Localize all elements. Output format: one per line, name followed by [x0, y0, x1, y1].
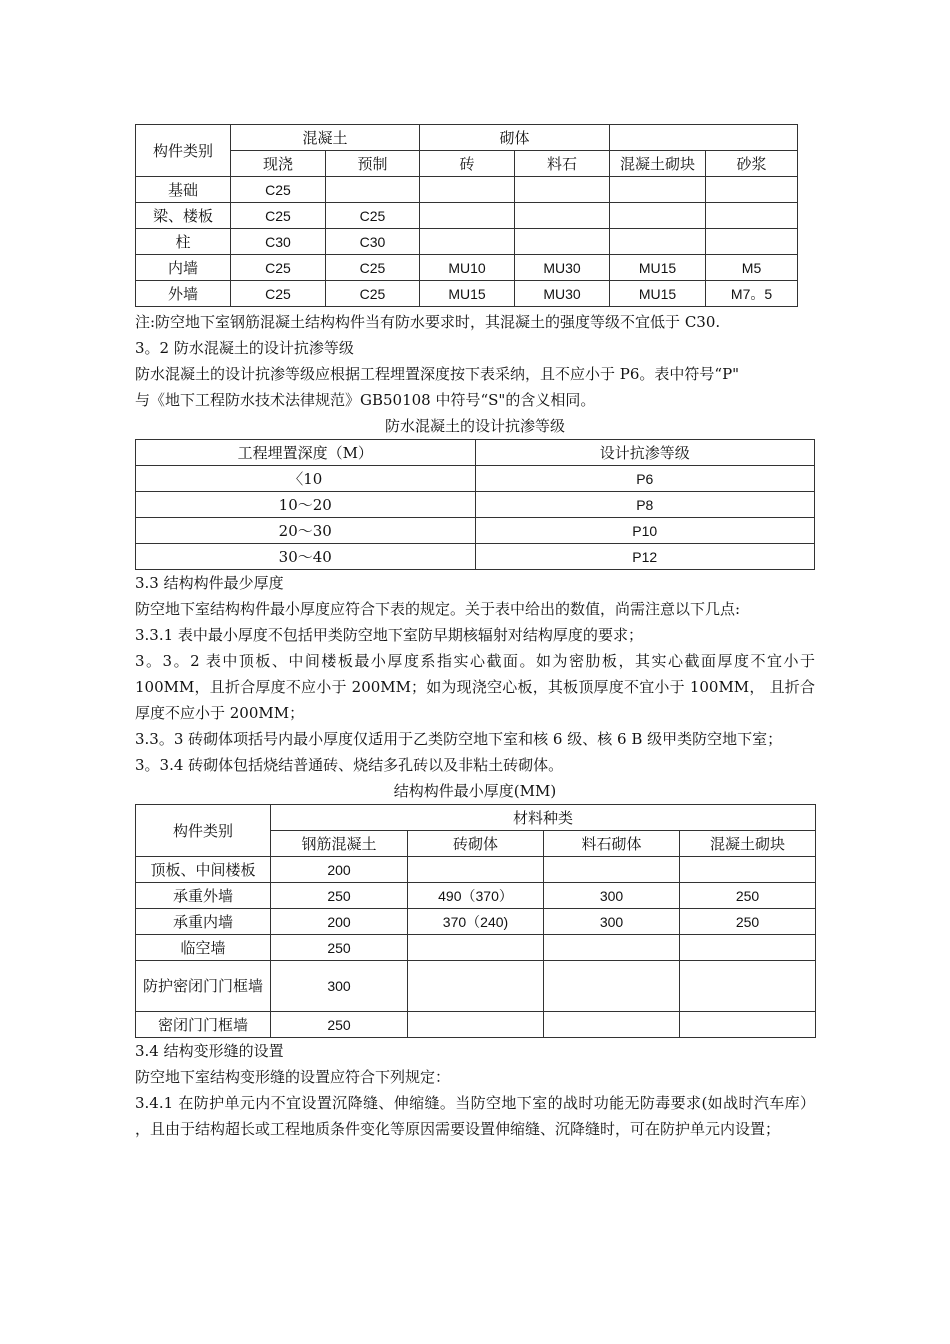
- table-row: [136, 961, 816, 1012]
- table-cell: 梁、楼板: [136, 203, 231, 229]
- table-subheader-row: [136, 151, 798, 177]
- table-cell: 300: [544, 909, 680, 935]
- table-cell: C25: [326, 203, 420, 229]
- table-cell: 200: [271, 909, 408, 935]
- table-cell: MU15: [420, 281, 515, 307]
- table-row: [136, 466, 815, 492]
- paragraph: 防空地下室结构变形缝的设置应符合下列规定：: [135, 1068, 451, 1086]
- table-cell: [420, 229, 515, 255]
- table-cell: 250: [271, 1012, 408, 1038]
- table-cell: 250: [271, 883, 408, 909]
- table-cell: [680, 961, 816, 1012]
- paragraph: 与《地下工程防水技术法律规范》GB50108 中符号“S"的含义相同。: [135, 391, 596, 409]
- table-cell: M7。5: [706, 281, 798, 307]
- header-cell: 砂浆: [706, 151, 798, 177]
- table-cell: [408, 935, 544, 961]
- table-cell: 490（370）: [408, 883, 544, 909]
- table-row: [136, 1012, 816, 1038]
- table-cell: 临空墙: [136, 935, 271, 961]
- table-cell: [610, 229, 706, 255]
- table-cell: [680, 1012, 816, 1038]
- header-cell: 构件类别: [136, 805, 271, 857]
- table-row: [136, 909, 816, 935]
- section-heading: 3。2 防水混凝土的设计抗渗等级: [135, 339, 354, 357]
- header-cell: 设计抗渗等级: [475, 440, 815, 466]
- table-cell: [544, 935, 680, 961]
- table-cell: MU10: [420, 255, 515, 281]
- table-row: [136, 883, 816, 909]
- table-cell: [680, 935, 816, 961]
- header-cell: 钢筋混凝土: [271, 831, 408, 857]
- table-cell: 20～30: [136, 518, 476, 544]
- header-cell: [610, 125, 798, 151]
- table-cell: [706, 177, 798, 203]
- table-cell: P8: [475, 492, 815, 518]
- header-cell: 现浇: [231, 151, 326, 177]
- table-row: [136, 255, 798, 281]
- table-cell: 柱: [136, 229, 231, 255]
- table-cell: [408, 857, 544, 883]
- table-cell: [515, 229, 610, 255]
- table-cell: C25: [326, 255, 420, 281]
- paragraph: 3。3.4 砖砌体包括烧结普通砖、烧结多孔砖以及非粘土砖砌体。: [135, 756, 564, 774]
- table-cell: MU30: [515, 281, 610, 307]
- section-heading: 3.3 结构构件最少厚度: [135, 574, 284, 592]
- table-cell: 250: [271, 935, 408, 961]
- table-cell: C30: [326, 229, 420, 255]
- table-cell: MU15: [610, 281, 706, 307]
- header-cell: 砖砌体: [408, 831, 544, 857]
- table-row: [136, 544, 815, 570]
- table-cell: P6: [475, 466, 815, 492]
- min-thickness-table: [135, 804, 816, 1038]
- header-cell: 料石: [515, 151, 610, 177]
- table-caption: 结构构件最小厚度(MM): [393, 782, 557, 800]
- table-row: [136, 518, 815, 544]
- table-cell: 250: [680, 909, 816, 935]
- table-cell: 30～40: [136, 544, 476, 570]
- table-cell: MU15: [610, 255, 706, 281]
- table-cell: [420, 177, 515, 203]
- table-row: [136, 935, 816, 961]
- table-cell: MU30: [515, 255, 610, 281]
- table-cell: [544, 857, 680, 883]
- section-heading: 3.4 结构变形缝的设置: [135, 1042, 284, 1060]
- header-cell: 预制: [326, 151, 420, 177]
- table-cell: [610, 203, 706, 229]
- note-text: 注:防空地下室钢筋混凝土结构构件当有防水要求时，其混凝土的强度等级不宜低于 C30.: [135, 313, 721, 331]
- table-cell: [680, 857, 816, 883]
- table-cell: 顶板、中间楼板: [136, 857, 271, 883]
- table-cell: 370（240): [408, 909, 544, 935]
- table-cell: 200: [271, 857, 408, 883]
- table-cell: [515, 203, 610, 229]
- table-row: [136, 281, 798, 307]
- table-cell: C25: [231, 281, 326, 307]
- table-cell: 300: [544, 883, 680, 909]
- header-cell: 混凝土砌块: [680, 831, 816, 857]
- table-cell: 250: [680, 883, 816, 909]
- impermeability-table: [135, 439, 815, 570]
- table-cell: 内墙: [136, 255, 231, 281]
- table-cell: C25: [231, 255, 326, 281]
- table-cell: 密闭门门框墙: [136, 1012, 271, 1038]
- table-cell: [544, 1012, 680, 1038]
- header-cell: 砖: [420, 151, 515, 177]
- table-cell: 承重内墙: [136, 909, 271, 935]
- table-header-row: [136, 125, 798, 151]
- header-cell: 料石砌体: [544, 831, 680, 857]
- table-cell: [408, 961, 544, 1012]
- header-cell: 砌体: [420, 125, 610, 151]
- table-row: [136, 857, 816, 883]
- table-cell: M5: [706, 255, 798, 281]
- table-cell: [706, 203, 798, 229]
- table-row: [136, 177, 798, 203]
- table-cell: P10: [475, 518, 815, 544]
- header-cell: 混凝土砌块: [610, 151, 706, 177]
- paragraph: 3.4.1 在防护单元内不宜设置沉降缝、伸缩缝。当防空地下室的战时功能无防毒要求(如战时汽车库） ，且由于结构超长或工程地质条件变化等原因需要设置伸缩缝、沉降缝时，可在防护单元内设置；: [135, 1094, 815, 1138]
- table-cell: C25: [231, 203, 326, 229]
- table-cell: 10～20: [136, 492, 476, 518]
- paragraph: 防空地下室结构构件最小厚度应符合下表的规定。关于表中给出的数值，尚需注意以下几点:: [135, 600, 741, 618]
- table-header-row: [136, 440, 815, 466]
- table-cell: C30: [231, 229, 326, 255]
- table-cell: [408, 1012, 544, 1038]
- table-cell: P12: [475, 544, 815, 570]
- table-row: [136, 203, 798, 229]
- paragraph: 防水混凝土的设计抗渗等级应根据工程埋置深度按下表采纳，且不应小于 P6。表中符号“P": [135, 365, 740, 383]
- table-cell: 〈10: [136, 466, 476, 492]
- paragraph: 3.3.1 表中最小厚度不包括甲类防空地下室防早期核辐射对结构厚度的要求；: [135, 626, 643, 644]
- concrete-grade-table: [135, 124, 798, 307]
- header-cell: 材料种类: [271, 805, 816, 831]
- table-cell: C25: [231, 177, 326, 203]
- table-cell: 防护密闭门门框墙: [136, 961, 271, 1012]
- table-cell: 基础: [136, 177, 231, 203]
- table-cell: [515, 177, 610, 203]
- table-cell: [420, 203, 515, 229]
- table-cell: 外墙: [136, 281, 231, 307]
- table-cell: [326, 177, 420, 203]
- table-cell: [544, 961, 680, 1012]
- document-page: [135, 124, 815, 1142]
- header-cell: 工程埋置深度（M）: [136, 440, 476, 466]
- header-cell: 构件类别: [136, 125, 231, 177]
- paragraph: 3。3。2 表中顶板、中间楼板最小厚度系指实心截面。如为密肋板，其实心截面厚度不宜小于 100MM，且折合厚度不应小于 200MM；如为现浇空心板，其板顶厚度不宜小于 100MM， 且折合厚度不应小于 200MM；: [135, 652, 815, 722]
- table-header-row: [136, 805, 816, 831]
- table-cell: C25: [326, 281, 420, 307]
- table-row: [136, 492, 815, 518]
- table-cell: [706, 229, 798, 255]
- table-cell: 承重外墙: [136, 883, 271, 909]
- table-row: [136, 229, 798, 255]
- table-cell: 300: [271, 961, 408, 1012]
- table-cell: [610, 177, 706, 203]
- header-cell: 混凝土: [231, 125, 420, 151]
- table-caption: 防水混凝土的设计抗渗等级: [384, 417, 565, 435]
- paragraph: 3.3。3 砖砌体项括号内最小厚度仅适用于乙类防空地下室和核 6 级、核 6 B 级甲类防空地下室；: [135, 730, 783, 748]
